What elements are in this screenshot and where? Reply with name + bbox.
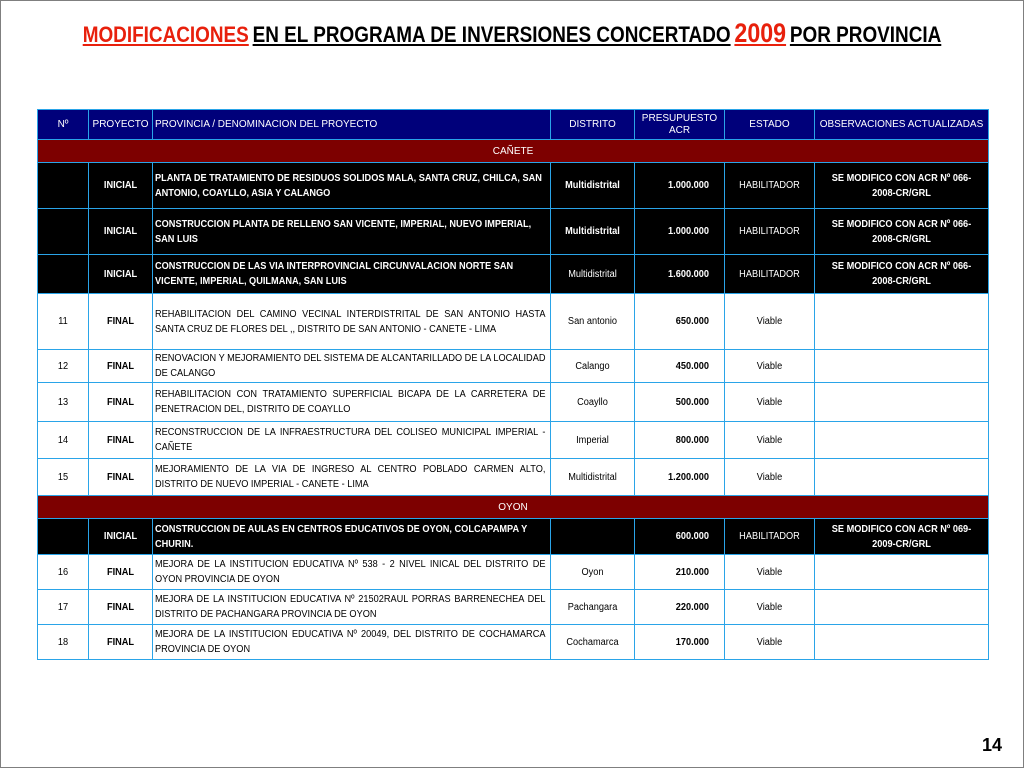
cell-n-text: 18: [57, 636, 69, 648]
table-row: [38, 459, 989, 496]
cell-observaciones-text: SE MODIFICO CON ACR Nº 066-2008-CR/GRL: [831, 261, 972, 287]
cell-estado: [725, 163, 815, 209]
cell-presupuesto: [635, 555, 725, 590]
header-denominacion: PROVINCIA / DENOMINACION DEL PROYECTO: [153, 110, 551, 140]
cell-estado: [725, 422, 815, 459]
cell-estado: [725, 350, 815, 383]
cell-proyecto: [89, 422, 153, 459]
cell-distrito: [551, 350, 635, 383]
cell-n-text: 12: [57, 360, 69, 372]
cell-presupuesto: [635, 383, 725, 422]
cell-estado: [725, 519, 815, 555]
cell-estado-text: HABILITADOR: [739, 268, 800, 280]
cell-distrito: [551, 625, 635, 660]
cell-observaciones-text: SE MODIFICO CON ACR Nº 066-2008-CR/GRL: [831, 172, 972, 199]
cell-distrito-text: Cochamarca: [566, 636, 619, 648]
cell-proyecto: [89, 555, 153, 590]
cell-presupuesto-text: 1.200.000: [668, 471, 709, 483]
cell-n: [38, 350, 89, 383]
cell-presupuesto: [635, 625, 725, 660]
cell-n: [38, 422, 89, 459]
cell-estado: [725, 294, 815, 350]
cell-denominacion: [153, 625, 551, 660]
cell-n-text: 14: [57, 434, 69, 446]
table-row: [38, 383, 989, 422]
cell-proyecto-text: INICIAL: [103, 531, 138, 542]
cell-presupuesto: [635, 255, 725, 294]
cell-observaciones: [815, 625, 989, 660]
cell-observaciones: [815, 422, 989, 459]
cell-denominacion-text: PLANTA DE TRATAMIENTO DE RESIDUOS SOLIDOS MALA, SANTA CRUZ, CHILCA, SAN ANTONIO, COAYLLO, ASIA Y CALANGO: [155, 172, 542, 199]
table-row: [38, 625, 989, 660]
cell-n-text: 16: [57, 566, 69, 578]
cell-estado-text: HABILITADOR: [739, 531, 800, 542]
cell-estado: [725, 555, 815, 590]
cell-observaciones: [815, 383, 989, 422]
cell-distrito: [551, 519, 635, 555]
cell-presupuesto: [635, 459, 725, 496]
cell-n-text: 11: [58, 316, 68, 327]
cell-n-text: 15: [57, 471, 69, 483]
cell-denominacion-text: CONSTRUCCION DE AULAS EN CENTROS EDUCATIVOS DE OYON, COLCAPAMPA Y CHURIN.: [155, 523, 528, 550]
cell-proyecto-text: FINAL: [106, 471, 135, 483]
cell-distrito-text: Imperial: [576, 434, 609, 446]
cell-proyecto: [89, 459, 153, 496]
cell-denominacion: [153, 294, 551, 350]
cell-presupuesto-text: 650.000: [675, 316, 709, 327]
cell-denominacion-text: RENOVACION Y MEJORAMIENTO DEL SISTEMA DE ALCANTARILLADO DE LA LOCALIDAD DE CALANGO: [155, 353, 546, 379]
cell-denominacion: [153, 209, 551, 255]
cell-observaciones-text: SE MODIFICO CON ACR Nº 069-2009-CR/GRL: [831, 523, 972, 550]
cell-n-text: 13: [57, 396, 69, 408]
cell-presupuesto: [635, 350, 725, 383]
cell-presupuesto-text: 220.000: [675, 601, 709, 613]
section-row: [38, 496, 989, 519]
cell-distrito: [551, 422, 635, 459]
cell-proyecto: [89, 350, 153, 383]
cell-n: [38, 555, 89, 590]
cell-n: [38, 255, 89, 294]
cell-proyecto-text: FINAL: [106, 316, 135, 327]
cell-n: [38, 163, 89, 209]
cell-distrito-text: Multidistrital: [568, 268, 617, 280]
table-row: [38, 519, 989, 555]
cell-presupuesto-text: 800.000: [675, 434, 709, 446]
cell-presupuesto-text: 170.000: [675, 636, 709, 648]
cell-denominacion: [153, 383, 551, 422]
cell-estado-text: Viable: [756, 360, 783, 372]
cell-presupuesto-text: 500.000: [675, 396, 709, 408]
cell-estado-text: Viable: [756, 396, 783, 408]
cell-distrito: [551, 209, 635, 255]
cell-presupuesto-text: 450.000: [675, 360, 709, 372]
table-header-row: [38, 110, 989, 140]
table-row: [38, 350, 989, 383]
header-proyecto: PROYECTO: [89, 110, 153, 140]
cell-n: [38, 590, 89, 625]
cell-observaciones: [815, 350, 989, 383]
cell-estado-text: Viable: [756, 601, 783, 613]
cell-observaciones-text: SE MODIFICO CON ACR Nº 066-2008-CR/GRL: [831, 218, 972, 245]
cell-estado-text: Viable: [756, 636, 783, 648]
cell-presupuesto-text: 600.000: [675, 531, 709, 542]
cell-proyecto-text: INICIAL: [103, 180, 138, 191]
header-observaciones: OBSERVACIONES ACTUALIZADAS: [815, 110, 989, 140]
cell-estado: [725, 255, 815, 294]
cell-estado-text: Viable: [756, 471, 783, 483]
cell-proyecto: [89, 590, 153, 625]
title-part1: MODIFICACIONES: [82, 22, 249, 47]
cell-distrito-text: Multidistrital: [565, 226, 620, 237]
cell-denominacion-text: CONSTRUCCION PLANTA DE RELLENO SAN VICENTE, IMPERIAL, NUEVO IMPERIAL, SAN LUIS: [155, 218, 532, 245]
cell-presupuesto: [635, 163, 725, 209]
cell-proyecto: [89, 625, 153, 660]
cell-distrito-text: Multidistrital: [568, 471, 617, 483]
table-row: [38, 294, 989, 350]
title-part2: EN EL PROGRAMA DE INVERSIONES CONCERTADO: [252, 22, 731, 47]
cell-observaciones: [815, 209, 989, 255]
cell-n: [38, 294, 89, 350]
cell-n: [38, 519, 89, 555]
page-title: [72, 18, 953, 49]
cell-proyecto-text: INICIAL: [103, 226, 138, 237]
cell-observaciones: [815, 459, 989, 496]
cell-n: [38, 459, 89, 496]
section-name: OYON: [38, 496, 989, 519]
cell-denominacion-text: REHABILITACION CON TRATAMIENTO SUPERFICIAL BICAPA DE LA CARRETERA DE PENETRACION DEL, DISTRITO DE COAYLLO: [155, 389, 546, 415]
cell-estado-text: Viable: [756, 316, 783, 327]
cell-observaciones: [815, 294, 989, 350]
header-presupuesto: PRESUPUESTO ACR: [635, 110, 725, 140]
cell-distrito-text: San antonio: [567, 316, 618, 327]
section-name: CAÑETE: [38, 140, 989, 163]
cell-denominacion: [153, 350, 551, 383]
page-number: 14: [981, 735, 1002, 755]
cell-presupuesto-text: 210.000: [675, 566, 709, 578]
cell-distrito: [551, 163, 635, 209]
investment-table: [37, 109, 989, 660]
table-row: [38, 255, 989, 294]
cell-proyecto: [89, 209, 153, 255]
title-year: 2009: [734, 18, 787, 48]
cell-distrito-text: Coayllo: [577, 396, 608, 408]
cell-distrito: [551, 255, 635, 294]
table-row: [38, 163, 989, 209]
cell-n: [38, 209, 89, 255]
cell-proyecto: [89, 255, 153, 294]
cell-estado: [725, 209, 815, 255]
cell-proyecto-text: INICIAL: [103, 268, 138, 280]
cell-observaciones: [815, 555, 989, 590]
cell-n-text: 17: [57, 601, 69, 613]
cell-proyecto-text: FINAL: [106, 396, 135, 408]
cell-presupuesto-text: 1.600.000: [668, 268, 709, 280]
cell-distrito: [551, 555, 635, 590]
cell-distrito-text: Multidistrital: [565, 180, 620, 191]
cell-presupuesto: [635, 209, 725, 255]
cell-presupuesto: [635, 294, 725, 350]
cell-estado-text: Viable: [756, 566, 783, 578]
cell-presupuesto: [635, 590, 725, 625]
cell-estado-text: HABILITADOR: [739, 226, 800, 237]
cell-denominacion: [153, 519, 551, 555]
cell-presupuesto-text: 1.000.000: [668, 180, 709, 191]
cell-n: [38, 625, 89, 660]
cell-denominacion-text: MEJORA DE LA INSTITUCION EDUCATIVA Nº 20049, DEL DISTRITO DE COCHAMARCA PROVINCIA DE OYON: [155, 629, 546, 655]
cell-proyecto: [89, 294, 153, 350]
title-part3: POR PROVINCIA: [789, 22, 942, 47]
cell-proyecto-text: FINAL: [106, 601, 135, 613]
cell-distrito: [551, 294, 635, 350]
cell-denominacion-text: MEJORA DE LA INSTITUCION EDUCATIVA Nº 538 - 2 NIVEL INICAL DEL DISTRITO DE OYON PROVINCIA DE OYON: [155, 559, 546, 585]
cell-distrito-text: Oyon: [581, 566, 604, 578]
cell-proyecto: [89, 163, 153, 209]
header-distrito: DISTRITO: [551, 110, 635, 140]
cell-estado-text: Viable: [756, 434, 783, 446]
cell-denominacion-text: CONSTRUCCION DE LAS VIA INTERPROVINCIAL CIRCUNVALACION NORTE SAN VICENTE, IMPERIAL, QUILMANA, SAN LUIS: [155, 261, 514, 287]
cell-estado: [725, 383, 815, 422]
cell-proyecto-text: FINAL: [106, 360, 135, 372]
cell-proyecto: [89, 519, 153, 555]
cell-distrito: [551, 590, 635, 625]
cell-presupuesto: [635, 519, 725, 555]
cell-observaciones: [815, 519, 989, 555]
cell-proyecto-text: FINAL: [106, 434, 135, 446]
cell-estado: [725, 590, 815, 625]
cell-estado: [725, 625, 815, 660]
cell-denominacion-text: RECONSTRUCCION DE LA INFRAESTRUCTURA DEL COLISEO MUNICIPAL IMPERIAL - CAÑETE: [155, 427, 546, 453]
cell-n: [38, 383, 89, 422]
table-row: [38, 555, 989, 590]
cell-distrito: [551, 383, 635, 422]
table-row: [38, 209, 989, 255]
cell-denominacion: [153, 590, 551, 625]
cell-denominacion-text: MEJORA DE LA INSTITUCION EDUCATIVA Nº 21502RAUL PORRAS BARRENECHEA DEL DISTRITO DE PACHANGARA PROVINCIA DE OYON: [155, 594, 546, 620]
cell-denominacion: [153, 459, 551, 496]
header-n: Nº: [38, 110, 89, 140]
cell-distrito: [551, 459, 635, 496]
cell-proyecto-text: FINAL: [106, 566, 135, 578]
cell-observaciones: [815, 255, 989, 294]
cell-denominacion-text: REHABILITACION DEL CAMINO VECINAL INTERDISTRITAL DE SAN ANTONIO HASTA SANTA CRUZ DE FLORES DEL ,, DISTRITO DE SAN ANTONIO - CANETE - LIMA: [155, 308, 546, 335]
cell-denominacion: [153, 422, 551, 459]
cell-distrito-text: Pachangara: [567, 601, 618, 613]
header-estado: ESTADO: [725, 110, 815, 140]
cell-denominacion: [153, 255, 551, 294]
cell-distrito-text: Calango: [575, 360, 610, 372]
section-row: [38, 140, 989, 163]
table-row: [38, 422, 989, 459]
cell-observaciones: [815, 163, 989, 209]
cell-presupuesto-text: 1.000.000: [668, 226, 709, 237]
cell-estado-text: HABILITADOR: [739, 180, 800, 191]
cell-denominacion: [153, 555, 551, 590]
cell-estado: [725, 459, 815, 496]
cell-proyecto: [89, 383, 153, 422]
cell-denominacion-text: MEJORAMIENTO DE LA VIA DE INGRESO AL CENTRO POBLADO CARMEN ALTO, DISTRITO DE NUEVO IMPERIAL - CANETE - LIMA: [155, 464, 546, 490]
cell-denominacion: [153, 163, 551, 209]
cell-presupuesto: [635, 422, 725, 459]
table-row: [38, 590, 989, 625]
cell-proyecto-text: FINAL: [106, 636, 135, 648]
cell-observaciones: [815, 590, 989, 625]
